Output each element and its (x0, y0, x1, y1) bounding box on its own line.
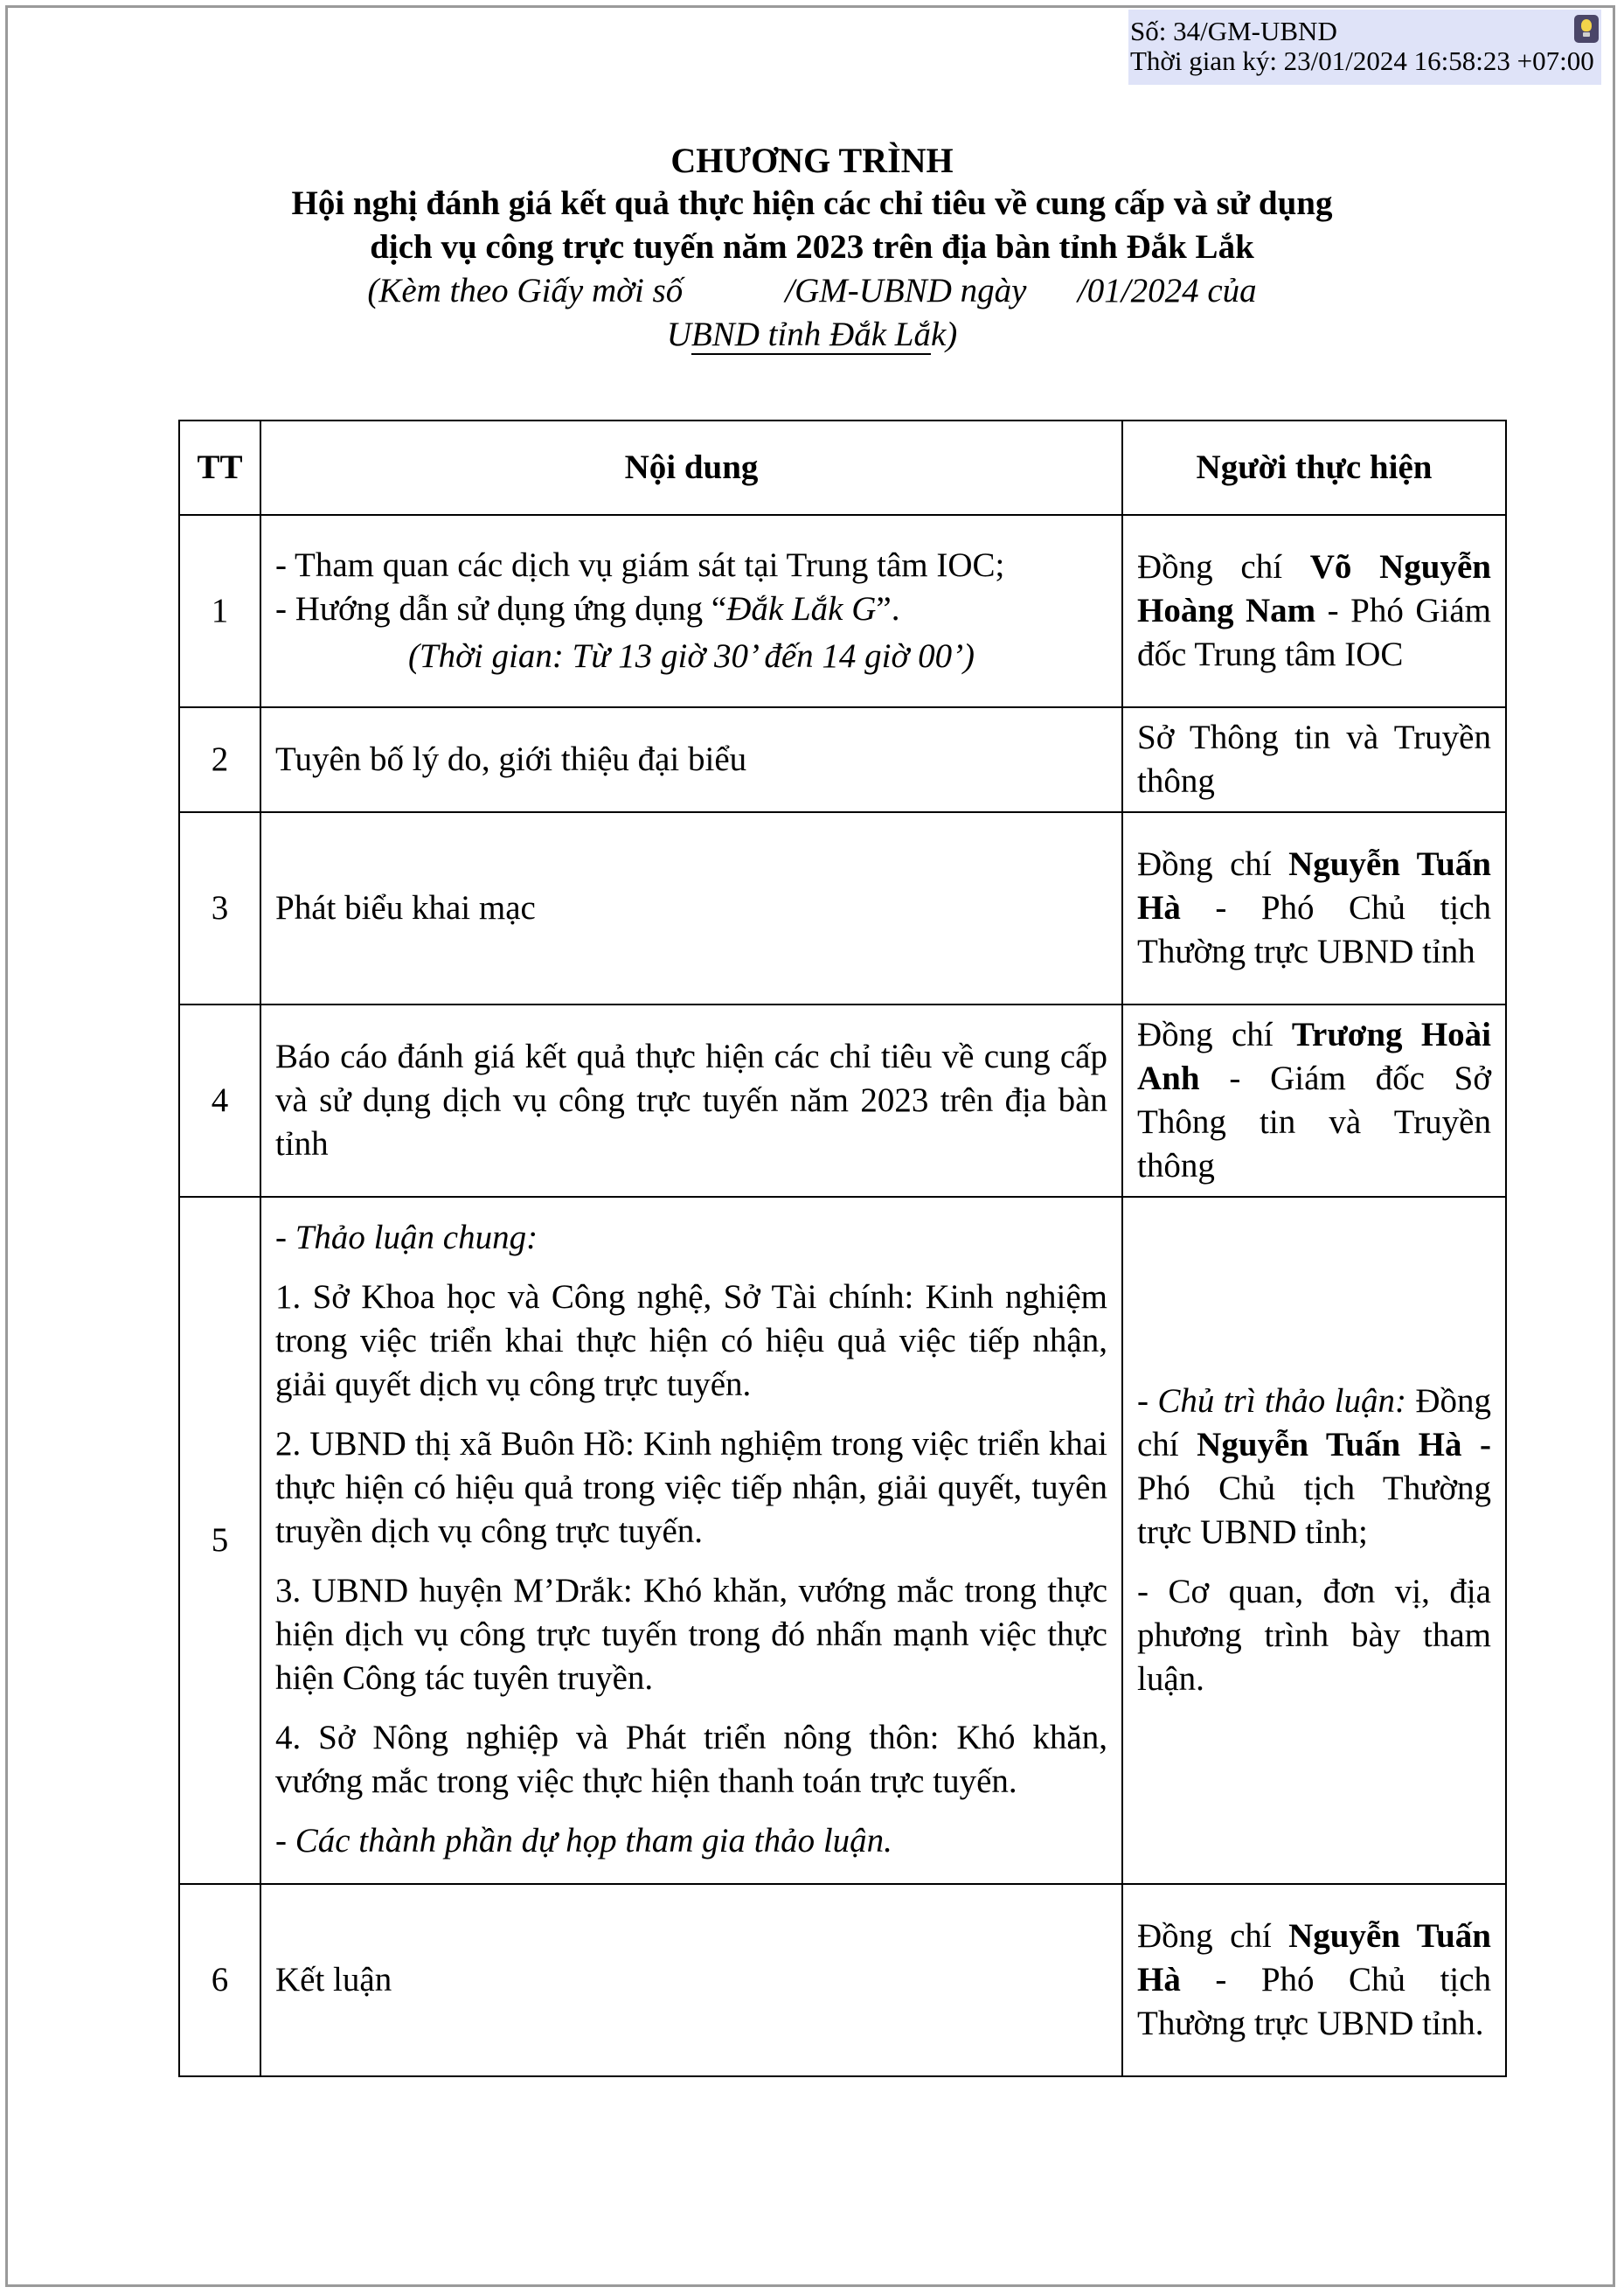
header-content: Nội dung (260, 421, 1122, 515)
row-person: Sở Thông tin và Truyền thông (1122, 707, 1506, 812)
row-number: 2 (179, 707, 260, 812)
row-person (1122, 1197, 1506, 1884)
row-person: Đồng chí Nguyễn Tuấn Hà - Phó Chủ tịch Thường trực UBND tỉnh. (1122, 1884, 1506, 2076)
row-person: Đồng chí Võ Nguyễn Hoàng Nam - Phó Giám đốc Trung tâm IOC (1122, 515, 1506, 707)
row-person: Đồng chí Nguyễn Tuấn Hà - Phó Chủ tịch Thường trực UBND tỉnh (1122, 812, 1506, 1004)
table-row (179, 812, 1506, 1004)
table-row (179, 707, 1506, 812)
row-content: Kết luận (260, 1884, 1122, 2076)
digital-signature-box (1128, 10, 1601, 85)
discussion-item: 3. UBND huyện M’Drắk: Khó khăn, vướng mắc trong thực hiện dịch vụ công trực tuyến trong đó nhấn mạnh việc thực hiện Công tác tuyên truyền. (275, 1572, 1107, 1697)
lightbulb-icon[interactable] (1574, 15, 1599, 43)
underlined-text: BND tỉnh Đắk Lắ (691, 316, 931, 353)
header-person: Người thực hiện (1122, 421, 1506, 515)
discussion-item: 2. UBND thị xã Buôn Hồ: Kinh nghiệm trong việc triển khai thực hiện có hiệu quả trong việc tiếp nhận, giải quyết, tuyên truyền dịch vụ công trực tuyến. (275, 1425, 1107, 1550)
document-subtitle-line1: Hội nghị đánh giá kết quả thực hiện các chỉ tiêu về cung cấp và sử dụng (291, 184, 1333, 222)
row-content: Tuyên bố lý do, giới thiệu đại biểu (260, 707, 1122, 812)
discussion-item: 1. Sở Khoa học và Công nghệ, Sở Tài chính: Kinh nghiệm trong việc triển khai thực hiện có hiệu quả việc tiếp nhận, giải quyết dịch vụ công trực tuyến. (275, 1278, 1107, 1403)
document-title: CHƯƠNG TRÌNH (670, 141, 954, 180)
discussion-footer: - Các thành phần dự họp tham gia thảo luận. (275, 1822, 892, 1860)
document-subtitle-line2: dịch vụ công trực tuyến năm 2023 trên địa bàn tỉnh Đắk Lắk (370, 228, 1254, 266)
row-number: 5 (179, 1197, 260, 1884)
row-number: 3 (179, 812, 260, 1004)
discussion-chair: - Chủ trì thảo luận: Đồng chí Nguyễn Tuấn Hà - Phó Chủ tịch Thường trực UBND tỉnh; (1137, 1382, 1491, 1551)
row-person: Đồng chí Trương Hoài Anh - Giám đốc Sở Thông tin và Truyền thông (1122, 1004, 1506, 1197)
row-time: (Thời gian: Từ 13 giờ 30’ đến 14 giờ 00’) (407, 637, 975, 675)
row-content: Báo cáo đánh giá kết quả thực hiện các chỉ tiêu về cung cấp và sử dụng dịch vụ công trực tuyến năm 2023 trên địa bàn tỉnh (260, 1004, 1122, 1197)
table-row (179, 1197, 1506, 1884)
document-header (0, 140, 1624, 357)
table-row (179, 1884, 1506, 2076)
header-tt: TT (179, 421, 260, 515)
discussion-presenters: - Cơ quan, đơn vị, địa phương trình bày tham luận. (1137, 1573, 1491, 1698)
row-number: 1 (179, 515, 260, 707)
table-row (179, 1004, 1506, 1197)
table-header-row (179, 421, 1506, 515)
document-reference-line2: UBND tỉnh Đắk Lắk) (666, 316, 958, 353)
discussion-item: 4. Sở Nông nghiệp và Phát triển nông thôn: Khó khăn, vướng mắc trong việc thực hiện thanh toán trực tuyến. (275, 1719, 1107, 1800)
row-number: 4 (179, 1004, 260, 1197)
discussion-title: - Thảo luận chung: (275, 1219, 538, 1256)
signature-number: Số: 34/GM-UBND (1130, 16, 1337, 46)
row-content (260, 1197, 1122, 1884)
row-content: Phát biểu khai mạc (260, 812, 1122, 1004)
document-reference-line1: (Kèm theo Giấy mời số /GM-UBND ngày /01/2024 của (367, 272, 1257, 309)
signature-time: Thời gian ký: 23/01/2024 16:58:23 +07:00 (1130, 45, 1594, 76)
row-content: - Tham quan các dịch vụ giám sát tại Trung tâm IOC; - Hướng dẫn sử dụng ứng dụng “Đắk Lắk G”. (Thời gian: Từ 13 giờ 30’ đến 14 giờ 00’) (260, 515, 1122, 707)
table-row (179, 515, 1506, 707)
row-number: 6 (179, 1884, 260, 2076)
program-table (178, 420, 1507, 2077)
